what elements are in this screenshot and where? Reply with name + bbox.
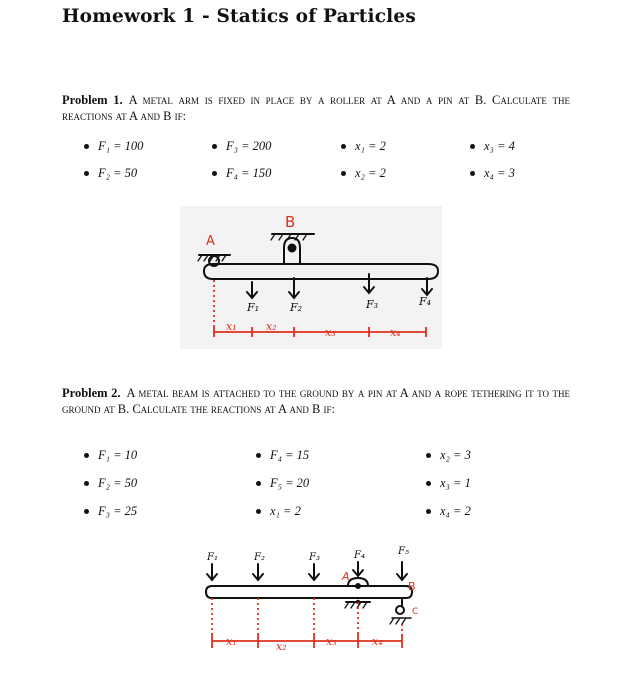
force-label-f4: F₄ — [354, 550, 365, 561]
p1-var-item: F₄ = 150 — [212, 166, 271, 181]
p2-var-item: F₂ = 50 — [84, 476, 137, 491]
dim-label-x3: x₃ — [325, 326, 336, 339]
problem-2-statement — [62, 385, 570, 417]
p2-var-item: x₁ = 2 — [256, 504, 301, 519]
p2-var-item: x₂ = 3 — [426, 448, 471, 463]
bullet-icon — [84, 481, 89, 486]
bullet-icon — [256, 481, 261, 486]
force-label-f2: F₂ — [254, 552, 265, 563]
problem-1-figure — [180, 206, 442, 349]
bullet-icon — [84, 171, 89, 176]
problem-2-label: Problem 2. — [62, 386, 121, 400]
bullet-icon — [84, 509, 89, 514]
support-a-label: A — [342, 570, 350, 583]
bullet-icon — [470, 171, 475, 176]
force-arrow-f3 — [309, 564, 319, 580]
problem-2-text: A metal beam is attached to the ground by a pin at A and a rope tethering it to the ground at B. Calculate the reactions at A and B if: — [62, 386, 570, 416]
p1-var-item: F₂ = 50 — [84, 166, 137, 181]
p1-var-item: x₂ = 2 — [341, 166, 386, 181]
dim-label-x1: x₁ — [226, 320, 237, 333]
p2-var-item: F₃ = 25 — [84, 504, 137, 519]
p1-var-item: F₁ = 100 — [84, 139, 143, 154]
page-title: Homework 1 - Statics of Particles — [62, 6, 416, 27]
force-label-f2: F₂ — [290, 301, 303, 314]
p1-var-item: x₄ = 3 — [470, 166, 515, 181]
dim-label-x2: x₂ — [276, 640, 287, 653]
support-b-label: B — [285, 213, 296, 231]
dim-extensions — [212, 598, 402, 636]
p2-var-item: x₄ = 2 — [426, 504, 471, 519]
bullet-icon — [341, 171, 346, 176]
bullet-icon — [212, 171, 217, 176]
figure-background — [180, 206, 442, 349]
dim-label-x4: x₄ — [390, 326, 401, 339]
p1-var-item: x₁ = 2 — [341, 139, 386, 154]
problem-2-figure — [196, 540, 428, 662]
bullet-icon — [341, 144, 346, 149]
force-label-f4: F₄ — [419, 295, 432, 308]
force-arrow-f1 — [207, 564, 217, 580]
problem-1-statement — [62, 92, 570, 124]
bullet-icon — [426, 509, 431, 514]
force-label-f3: F₃ — [366, 298, 379, 311]
force-label-f1: F₁ — [207, 552, 218, 563]
p1-var-item: x₃ = 4 — [470, 139, 515, 154]
support-b-label: B — [408, 580, 416, 593]
bullet-icon — [256, 509, 261, 514]
dim-label-x4: x₄ — [372, 635, 383, 648]
dim-label-x3: x₃ — [326, 635, 337, 648]
p1-var-item: F₃ = 200 — [212, 139, 271, 154]
force-label-f5: F₅ — [398, 546, 409, 557]
p2-var-item: F₁ = 10 — [84, 448, 137, 463]
dim-label-x2: x₂ — [266, 320, 277, 333]
bullet-icon — [470, 144, 475, 149]
bullet-icon — [212, 144, 217, 149]
rope-anchor-icon — [396, 606, 404, 614]
bullet-icon — [426, 453, 431, 458]
force-arrow-f2 — [253, 564, 263, 580]
force-arrow-f4 — [353, 562, 363, 576]
dim-label-x1: x₁ — [226, 635, 237, 648]
p2-var-item: x₃ = 1 — [426, 476, 471, 491]
support-a-label: A — [206, 234, 215, 249]
problem-1-text: A metal arm is fixed in place by a roller at A and a pin at B. Calculate the reactions at A and B if: — [62, 93, 570, 123]
bullet-icon — [84, 144, 89, 149]
p2-var-item: F₅ = 20 — [256, 476, 309, 491]
support-c-label: C — [412, 607, 419, 617]
force-label-f3: F₃ — [309, 552, 320, 563]
problem-1-label: Problem 1. — [62, 93, 123, 107]
bullet-icon — [256, 453, 261, 458]
bullet-icon — [426, 481, 431, 486]
force-arrow-f5 — [397, 562, 407, 580]
beam — [206, 586, 412, 598]
p2-var-item: F₄ = 15 — [256, 448, 309, 463]
bullet-icon — [84, 453, 89, 458]
force-label-f1: F₁ — [247, 301, 260, 314]
